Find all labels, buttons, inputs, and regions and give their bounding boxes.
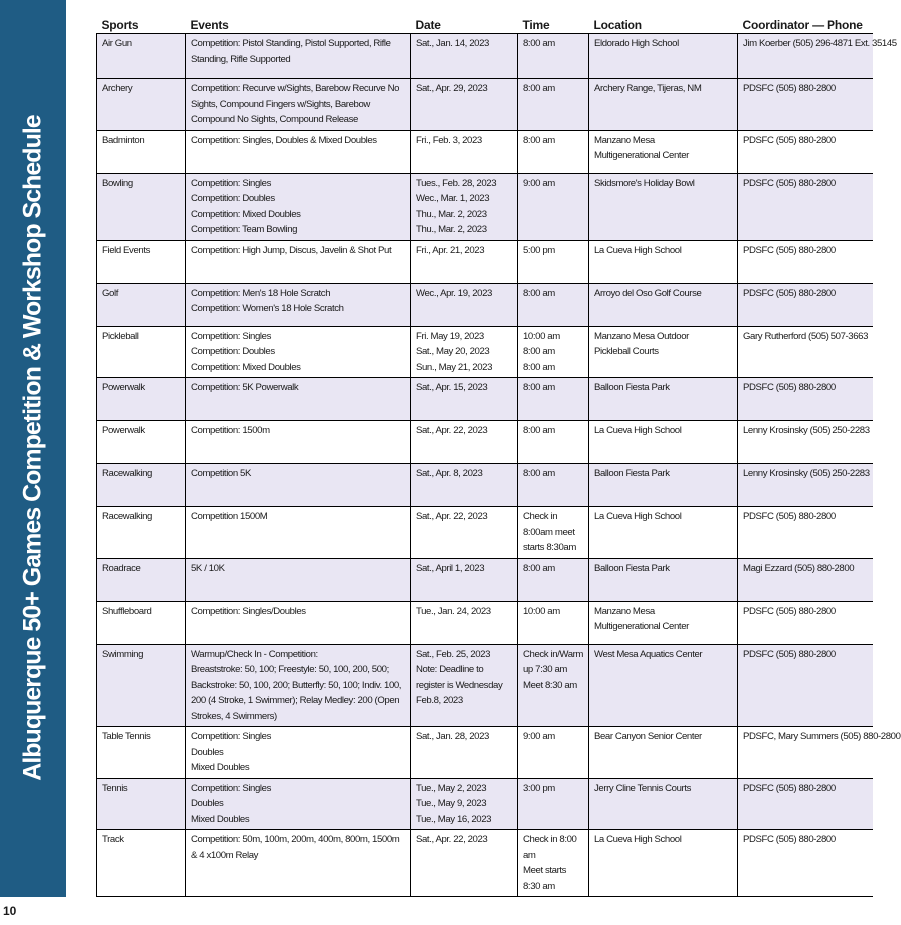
cell-coordinator: PDSFC (505) 880-2800 [738, 830, 873, 897]
header-row [97, 13, 873, 34]
cell-date: Fri. May 19, 2023 Sat., May 20, 2023 Sun., May 21, 2023 [411, 326, 518, 378]
table-row [97, 240, 873, 283]
cell-date: Wec., Apr. 19, 2023 [411, 283, 518, 326]
cell-sport: Badminton [97, 130, 186, 173]
cell-date: Sat., Apr. 29, 2023 [411, 79, 518, 131]
cell-sport: Powerwalk [97, 421, 186, 464]
cell-time: 8:00 am [518, 558, 589, 601]
cell-events: Competition: Singles, Doubles & Mixed Doubles [186, 130, 411, 173]
cell-location: Balloon Fiesta Park [589, 558, 738, 601]
cell-events: Competition: Singles Competition: Doubles Competition: Mixed Doubles [186, 326, 411, 378]
cell-date: Tue., Jan. 24, 2023 [411, 601, 518, 644]
cell-location: Arroyo del Oso Golf Course [589, 283, 738, 326]
cell-location: Eldorado High School [589, 34, 738, 79]
table-row [97, 644, 873, 727]
cell-coordinator: PDSFC (505) 880-2800 [738, 173, 873, 240]
cell-location: Archery Range, Tijeras, NM [589, 79, 738, 131]
cell-location: La Cueva High School [589, 507, 738, 559]
table-row [97, 830, 873, 897]
cell-coordinator: PDSFC (505) 880-2800 [738, 601, 873, 644]
cell-coordinator: Lenny Krosinsky (505) 250-2283 [738, 464, 873, 507]
cell-location: Skidsmore's Holiday Bowl [589, 173, 738, 240]
table-row [97, 727, 873, 779]
cell-date: Sat., Jan. 14, 2023 [411, 34, 518, 79]
cell-sport: Tennis [97, 778, 186, 830]
header-coordinator-phone: Coordinator — Phone [738, 13, 873, 34]
header-sports: Sports [97, 13, 186, 34]
cell-coordinator: PDSFC (505) 880-2800 [738, 130, 873, 173]
cell-location: La Cueva High School [589, 421, 738, 464]
cell-time: Check in 8:00am meet starts 8:30am [518, 507, 589, 559]
cell-time: Check in/Warm up 7:30 am Meet 8:30 am [518, 644, 589, 727]
cell-events: Competition: 1500m [186, 421, 411, 464]
cell-time: 8:00 am [518, 421, 589, 464]
cell-time: 9:00 am [518, 173, 589, 240]
cell-location: La Cueva High School [589, 240, 738, 283]
cell-time: 8:00 am [518, 34, 589, 79]
cell-sport: Air Gun [97, 34, 186, 79]
cell-time: 8:00 am [518, 79, 589, 131]
cell-events: Competition 5K [186, 464, 411, 507]
cell-coordinator: PDSFC (505) 880-2800 [738, 240, 873, 283]
cell-events: Warmup/Check In - Competition: Breaststroke: 50, 100; Freestyle: 50, 100, 200, 500; Backstroke: 50, 100, 200; Butterfly: 50, 100; Indiv. 100, 200 (4 Stroke, 1 Swimmer); Relay Medley: 200 (Open Strokes, 4 Swimmers) [186, 644, 411, 727]
cell-coordinator: PDSFC, Mary Summers (505) 880-2800 [738, 727, 873, 779]
table-row [97, 326, 873, 378]
cell-location: La Cueva High School [589, 830, 738, 897]
header-location: Location [589, 13, 738, 34]
cell-sport: Racewalking [97, 507, 186, 559]
cell-sport: Field Events [97, 240, 186, 283]
table-row [97, 283, 873, 326]
cell-sport: Table Tennis [97, 727, 186, 779]
cell-events: Competition: Recurve w/Sights, Barebow Recurve No Sights, Compound Fingers w/Sights, Barebow Compound No Sights, Compound Release [186, 79, 411, 131]
cell-location: Manzano Mesa Multigenerational Center [589, 601, 738, 644]
table-row [97, 173, 873, 240]
cell-sport: Archery [97, 79, 186, 131]
cell-sport: Powerwalk [97, 378, 186, 421]
cell-coordinator: PDSFC (505) 880-2800 [738, 507, 873, 559]
cell-date: Sat., Apr. 15, 2023 [411, 378, 518, 421]
table-row [97, 378, 873, 421]
table-row [97, 421, 873, 464]
cell-time: Check in 8:00 am Meet starts 8:30 am [518, 830, 589, 897]
cell-coordinator: PDSFC (505) 880-2800 [738, 283, 873, 326]
cell-events: Competition: Men's 18 Hole Scratch Competition: Women's 18 Hole Scratch [186, 283, 411, 326]
cell-date: Fri., Feb. 3, 2023 [411, 130, 518, 173]
cell-sport: Roadrace [97, 558, 186, 601]
cell-events: Competition: Singles Competition: Doubles Competition: Mixed Doubles Competition: Team Bowling [186, 173, 411, 240]
cell-date: Sat., April 1, 2023 [411, 558, 518, 601]
cell-time: 8:00 am [518, 464, 589, 507]
cell-date: Fri., Apr. 21, 2023 [411, 240, 518, 283]
cell-sport: Golf [97, 283, 186, 326]
cell-date: Sat., Apr. 22, 2023 [411, 830, 518, 897]
sidebar-title: Albuquerque 50+ Games Competition & Workshop Schedule [18, 115, 47, 781]
cell-date: Tues., Feb. 28, 2023 Wec., Mar. 1, 2023 Thu., Mar. 2, 2023 Thu., Mar. 2, 2023 [411, 173, 518, 240]
cell-date: Sat., Apr. 8, 2023 [411, 464, 518, 507]
cell-sport: Swimming [97, 644, 186, 727]
cell-location: Manzano Mesa Outdoor Pickleball Courts [589, 326, 738, 378]
cell-coordinator: Gary Rutherford (505) 507-3663 [738, 326, 873, 378]
cell-time: 5:00 pm [518, 240, 589, 283]
cell-events: Competition: 50m, 100m, 200m, 400m, 800m, 1500m & 4 x100m Relay [186, 830, 411, 897]
cell-location: Bear Canyon Senior Center [589, 727, 738, 779]
table-row [97, 558, 873, 601]
cell-date: Tue., May 2, 2023 Tue., May 9, 2023 Tue., May 16, 2023 [411, 778, 518, 830]
cell-time: 10:00 am [518, 601, 589, 644]
cell-sport: Shuffleboard [97, 601, 186, 644]
table-row [97, 79, 873, 131]
cell-date: Sat., Apr. 22, 2023 [411, 507, 518, 559]
cell-time: 8:00 am [518, 378, 589, 421]
cell-time: 10:00 am 8:00 am 8:00 am [518, 326, 589, 378]
cell-time: 8:00 am [518, 130, 589, 173]
cell-date: Sat., Apr. 22, 2023 [411, 421, 518, 464]
cell-location: Manzano Mesa Multigenerational Center [589, 130, 738, 173]
cell-location: Balloon Fiesta Park [589, 378, 738, 421]
cell-sport: Racewalking [97, 464, 186, 507]
cell-sport: Track [97, 830, 186, 897]
header-events: Events [186, 13, 411, 34]
cell-events: Competition: High Jump, Discus, Javelin & Shot Put [186, 240, 411, 283]
cell-coordinator: Jim Koerber (505) 296-4871 Ext. 35145 [738, 34, 873, 79]
cell-coordinator: PDSFC (505) 880-2800 [738, 79, 873, 131]
cell-events: 5K / 10K [186, 558, 411, 601]
header-date: Date [411, 13, 518, 34]
cell-events: Competition: 5K Powerwalk [186, 378, 411, 421]
cell-coordinator: PDSFC (505) 880-2800 [738, 778, 873, 830]
cell-coordinator: PDSFC (505) 880-2800 [738, 378, 873, 421]
cell-date: Sat., Jan. 28, 2023 [411, 727, 518, 779]
cell-time: 8:00 am [518, 283, 589, 326]
cell-events: Competition: Singles Doubles Mixed Doubles [186, 778, 411, 830]
cell-coordinator: Magi Ezzard (505) 880-2800 [738, 558, 873, 601]
cell-location: Jerry Cline Tennis Courts [589, 778, 738, 830]
schedule-table [96, 13, 901, 897]
cell-coordinator: Lenny Krosinsky (505) 250-2283 [738, 421, 873, 464]
cell-events: Competition 1500M [186, 507, 411, 559]
table-row [97, 507, 873, 559]
header-time: Time [518, 13, 589, 34]
cell-events: Competition: Singles/Doubles [186, 601, 411, 644]
cell-events: Competition: Pistol Standing, Pistol Supported, Rifle Standing, Rifle Supported [186, 34, 411, 79]
table-row [97, 34, 873, 79]
cell-coordinator: PDSFC (505) 880-2800 [738, 644, 873, 727]
cell-date: Sat., Feb. 25, 2023 Note: Deadline to register is Wednesday Feb.8, 2023 [411, 644, 518, 727]
cell-sport: Pickleball [97, 326, 186, 378]
cell-time: 9:00 am [518, 727, 589, 779]
sidebar-banner [0, 0, 66, 897]
cell-sport: Bowling [97, 173, 186, 240]
cell-events: Competition: Singles Doubles Mixed Doubles [186, 727, 411, 779]
cell-location: West Mesa Aquatics Center [589, 644, 738, 727]
cell-location: Balloon Fiesta Park [589, 464, 738, 507]
table-row [97, 601, 873, 644]
table-row [97, 464, 873, 507]
cell-time: 3:00 pm [518, 778, 589, 830]
table-row [97, 130, 873, 173]
table-row [97, 778, 873, 830]
page-number: 10 [3, 904, 17, 918]
